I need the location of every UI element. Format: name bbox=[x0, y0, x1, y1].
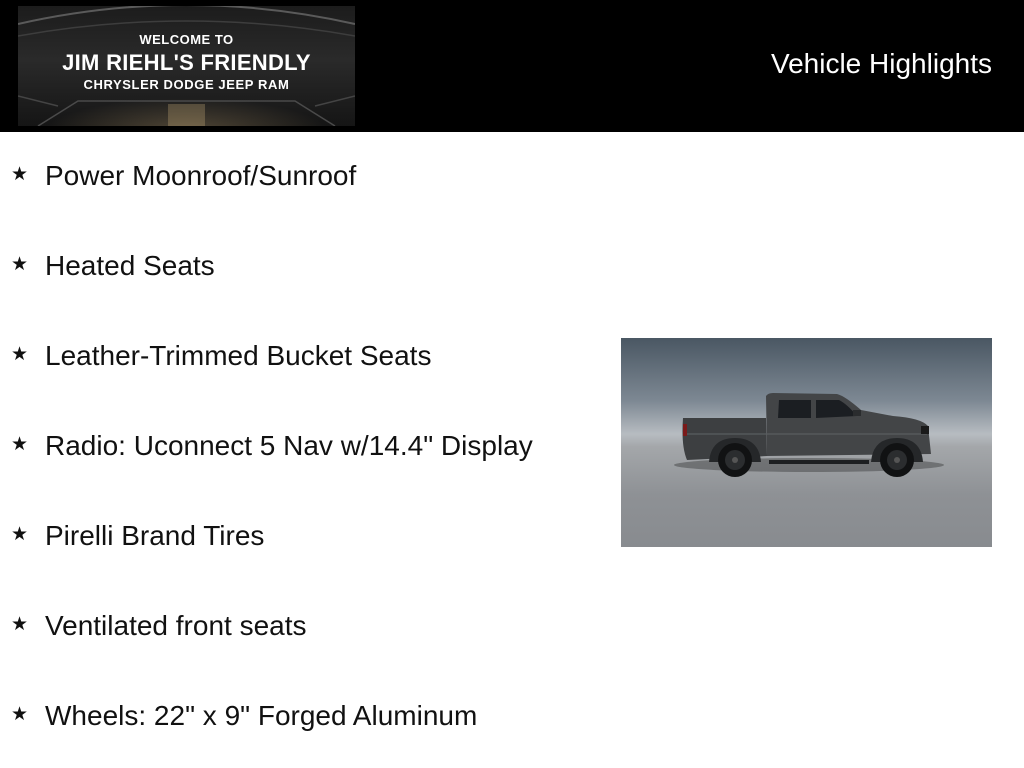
feature-item bbox=[0, 312, 610, 402]
feature-label: Ventilated front seats bbox=[45, 610, 307, 641]
star-icon: ★ bbox=[11, 253, 29, 275]
star-icon: ★ bbox=[11, 343, 29, 365]
feature-label: Pirelli Brand Tires bbox=[45, 520, 265, 551]
feature-item bbox=[0, 222, 610, 312]
feature-item bbox=[0, 582, 610, 672]
feature-item bbox=[0, 132, 610, 222]
star-icon: ★ bbox=[11, 433, 29, 455]
vehicle-photo[interactable] bbox=[621, 338, 992, 547]
feature-label: Power Moonroof/Sunroof bbox=[45, 160, 357, 191]
feature-label: Wheels: 22" x 9" Forged Aluminum bbox=[45, 700, 478, 731]
feature-item bbox=[0, 492, 610, 582]
header bbox=[0, 0, 1024, 132]
logo-dealer-name: JIM RIEHL'S FRIENDLY bbox=[62, 50, 311, 75]
feature-label: Heated Seats bbox=[45, 250, 215, 281]
dealer-logo[interactable] bbox=[18, 6, 355, 126]
star-icon: ★ bbox=[11, 163, 29, 185]
feature-item bbox=[0, 402, 610, 492]
star-icon: ★ bbox=[11, 703, 29, 725]
star-icon: ★ bbox=[11, 523, 29, 545]
feature-label: Leather-Trimmed Bucket Seats bbox=[45, 340, 432, 371]
feature-item bbox=[0, 672, 610, 762]
logo-welcome-text: WELCOME TO bbox=[139, 32, 234, 47]
feature-list bbox=[0, 132, 610, 762]
logo-brands: CHRYSLER DODGE JEEP RAM bbox=[83, 77, 290, 92]
pickup-truck-image bbox=[621, 338, 992, 547]
page-title: Vehicle Highlights bbox=[770, 48, 992, 79]
star-icon: ★ bbox=[11, 613, 29, 635]
feature-label: Radio: Uconnect 5 Nav w/14.4" Display bbox=[45, 430, 533, 461]
